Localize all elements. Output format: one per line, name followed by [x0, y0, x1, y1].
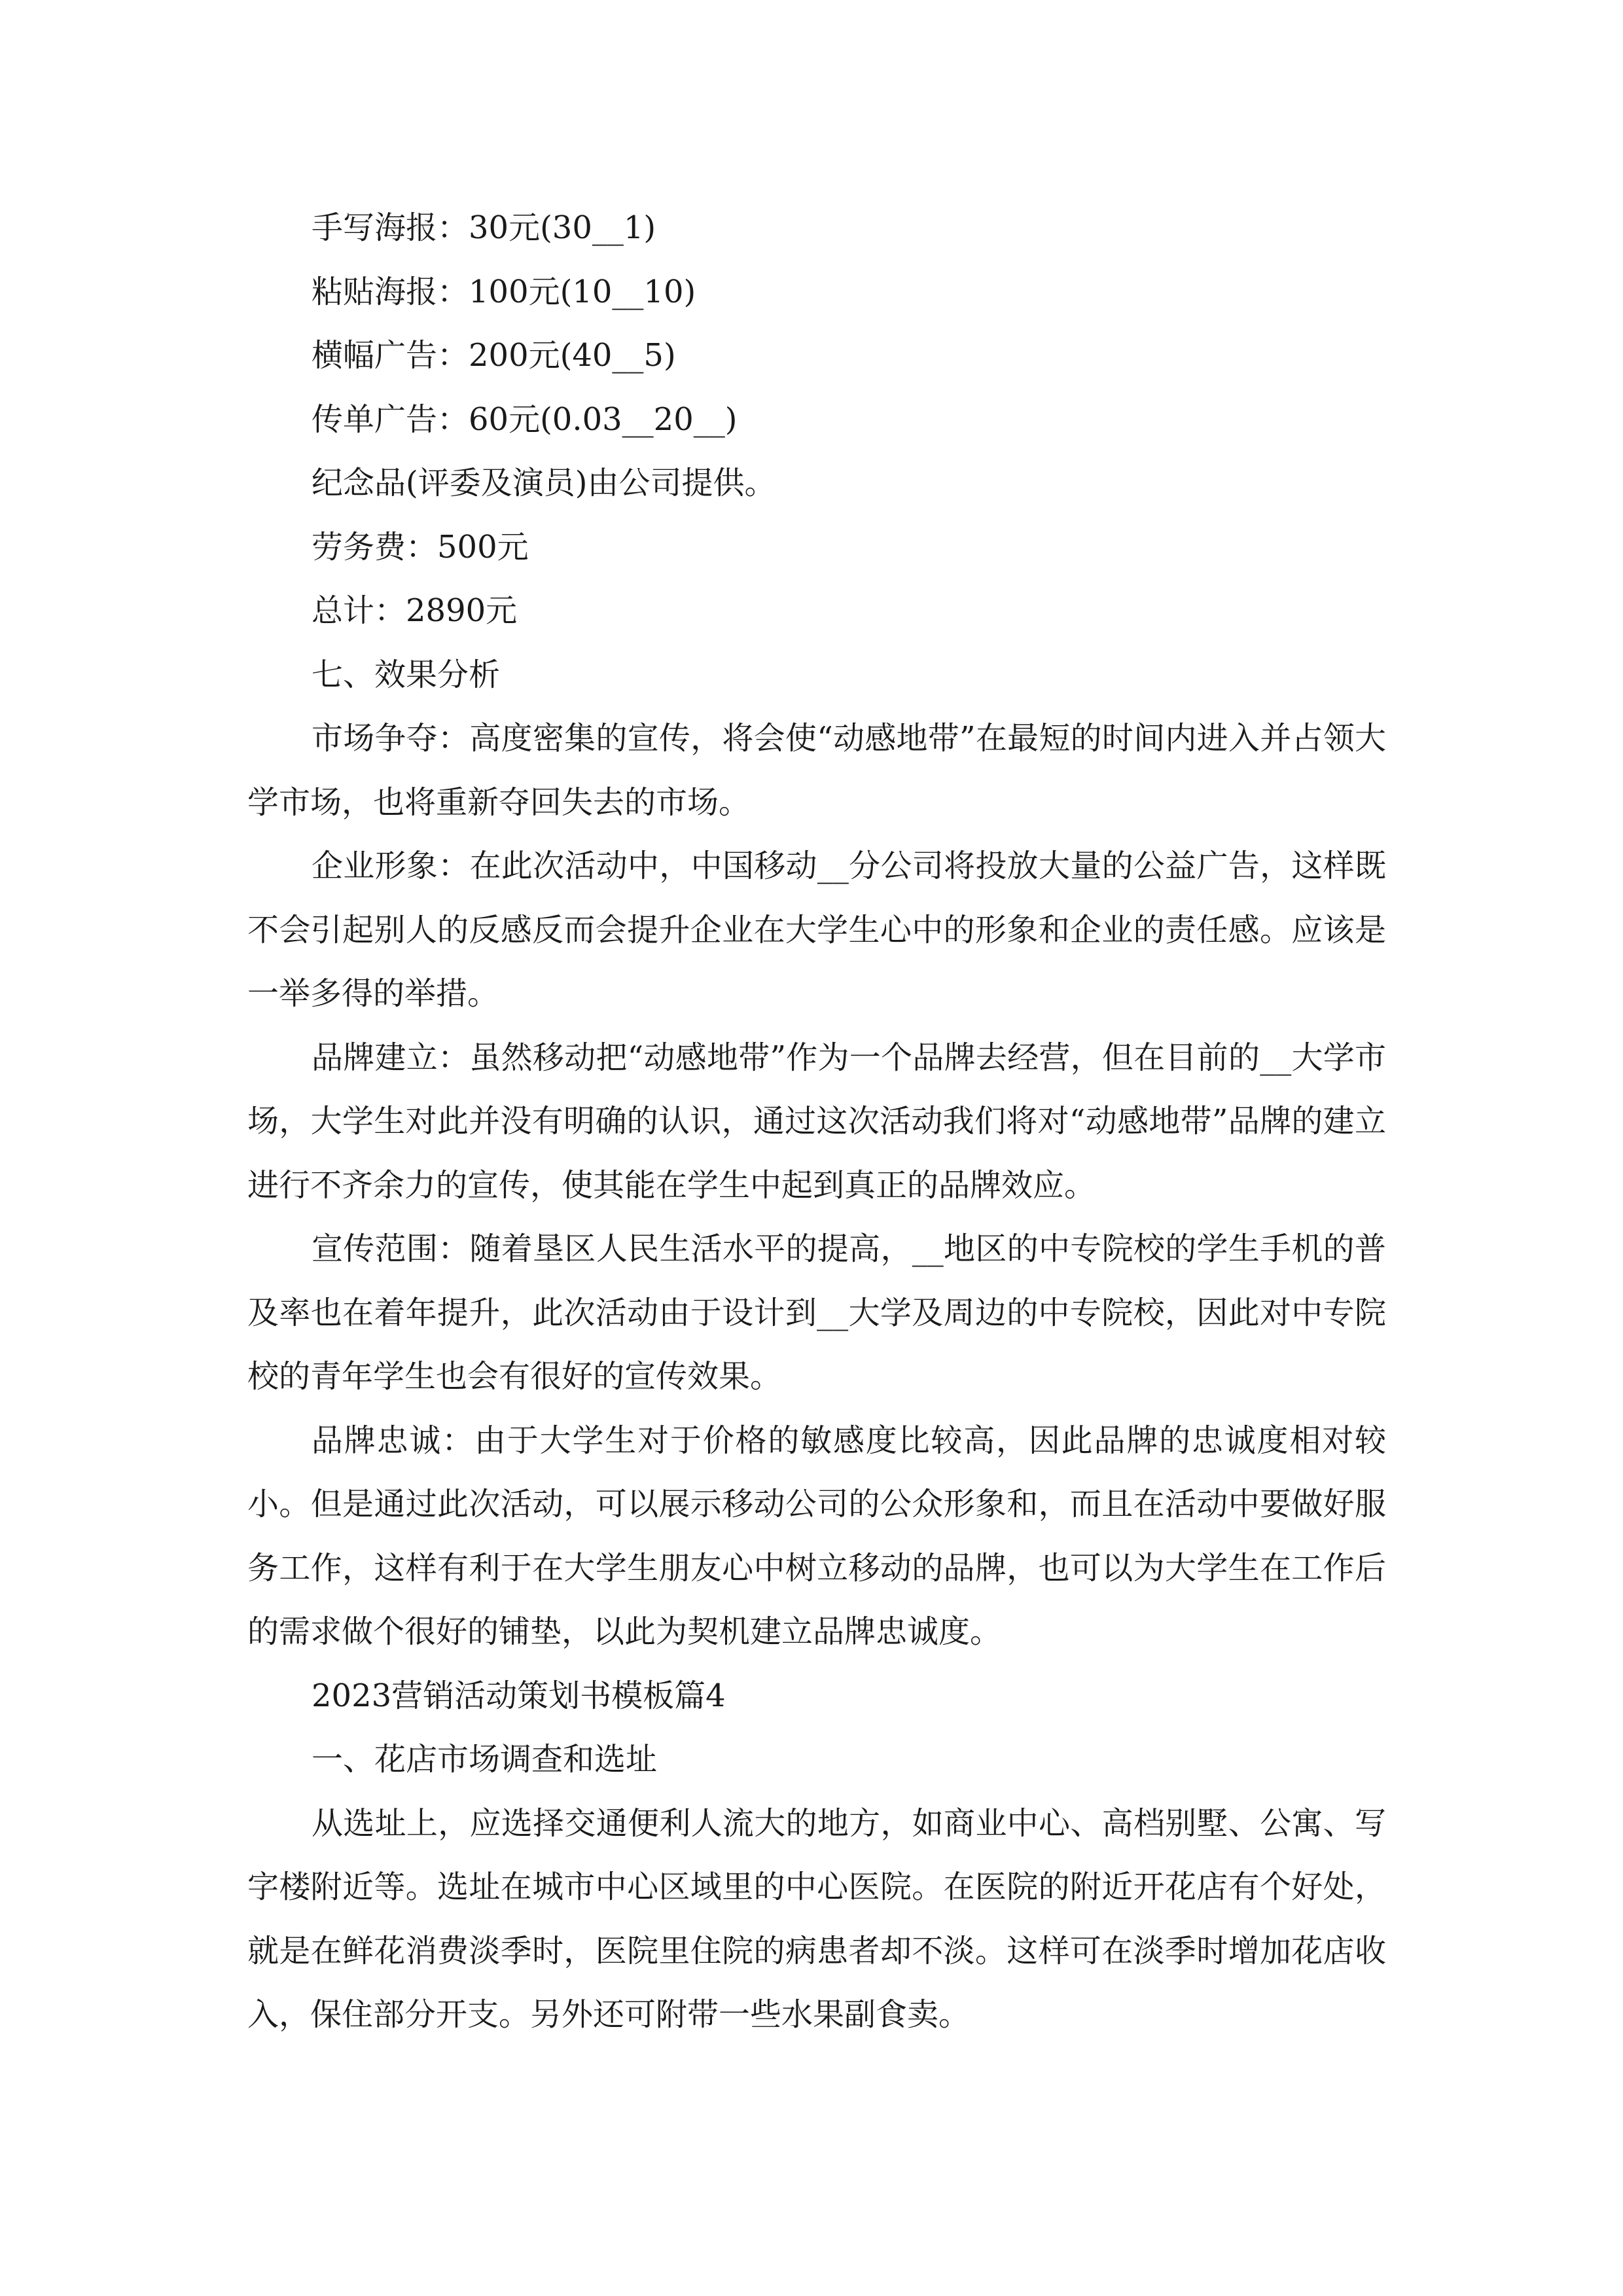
effect-paragraph: 品牌建立：虽然移动把“动感地带”作为一个品牌去经营，但在目前的__大学市场，大学生对此并没有明确的认识，通过这次活动我们将对“动感地带”品牌的建立进行不齐余力的宣传，使其能在学生中起到真正的品牌效应。 — [247, 1039, 1386, 1204]
site-paragraph: 从选址上，应选择交通便利人流大的地方，如商业中心、高档别墅、公寓、写字楼附近等。选址在城市中心区域里的中心医院。在医院的附近开花店有个好处，就是在鲜花消费淡季时，医院里住院的病患者却不淡。这样可在淡季时增加花店收入，保住部分开支。另外还可附带一些水果副食卖。 — [247, 1804, 1386, 2033]
effect-paragraph: 品牌忠诚：由于大学生对于价格的敏感度比较高，因此品牌的忠诚度相对较小。但是通过此次活动，可以展示移动公司的公众形象和，而且在活动中要做好服务工作，这样有利于在大学生朋友心中树立移动的品牌，也可以为大学生在工作后的需求做个很好的铺垫，以此为契机建立品牌忠诚度。 — [247, 1422, 1386, 1650]
budget-item: 粘贴海报：100元(10__10) — [312, 273, 696, 310]
chapter-title: 2023营销活动策划书模板篇4 — [312, 1677, 726, 1714]
budget-item: 横幅广告：200元(40__5) — [312, 337, 676, 374]
effect-paragraph: 宣传范围：随着垦区人民生活水平的提高，__地区的中专院校的学生手机的普及率也在着年提升，此次活动由于设计到__大学及周边的中专院校，因此对中专院校的青年学生也会有很好的宣传效果。 — [247, 1230, 1386, 1395]
budget-item: 劳务费：500元 — [312, 528, 529, 565]
budget-item: 传单广告：60元(0.03__20__) — [312, 401, 738, 438]
section-heading: 七、效果分析 — [312, 656, 501, 693]
budget-total: 总计：2890元 — [312, 592, 518, 629]
budget-item: 纪念品(评委及演员)由公司提供。 — [312, 465, 776, 501]
effect-paragraph: 企业形象：在此次活动中，中国移动__分公司将投放大量的公益广告，这样既不会引起别人的反感反而会提升企业在大学生心中的形象和企业的责任感。应该是一举多得的举措。 — [247, 848, 1386, 1012]
document-page — [247, 196, 1386, 2047]
section-heading: 一、花店市场调查和选址 — [312, 1741, 658, 1778]
effect-paragraph: 市场争夺：高度密集的宣传，将会使“动感地带”在最短的时间内进入并占领大学市场，也将重新夺回失去的市场。 — [247, 720, 1386, 821]
budget-item: 手写海报：30元(30__1) — [312, 209, 656, 246]
